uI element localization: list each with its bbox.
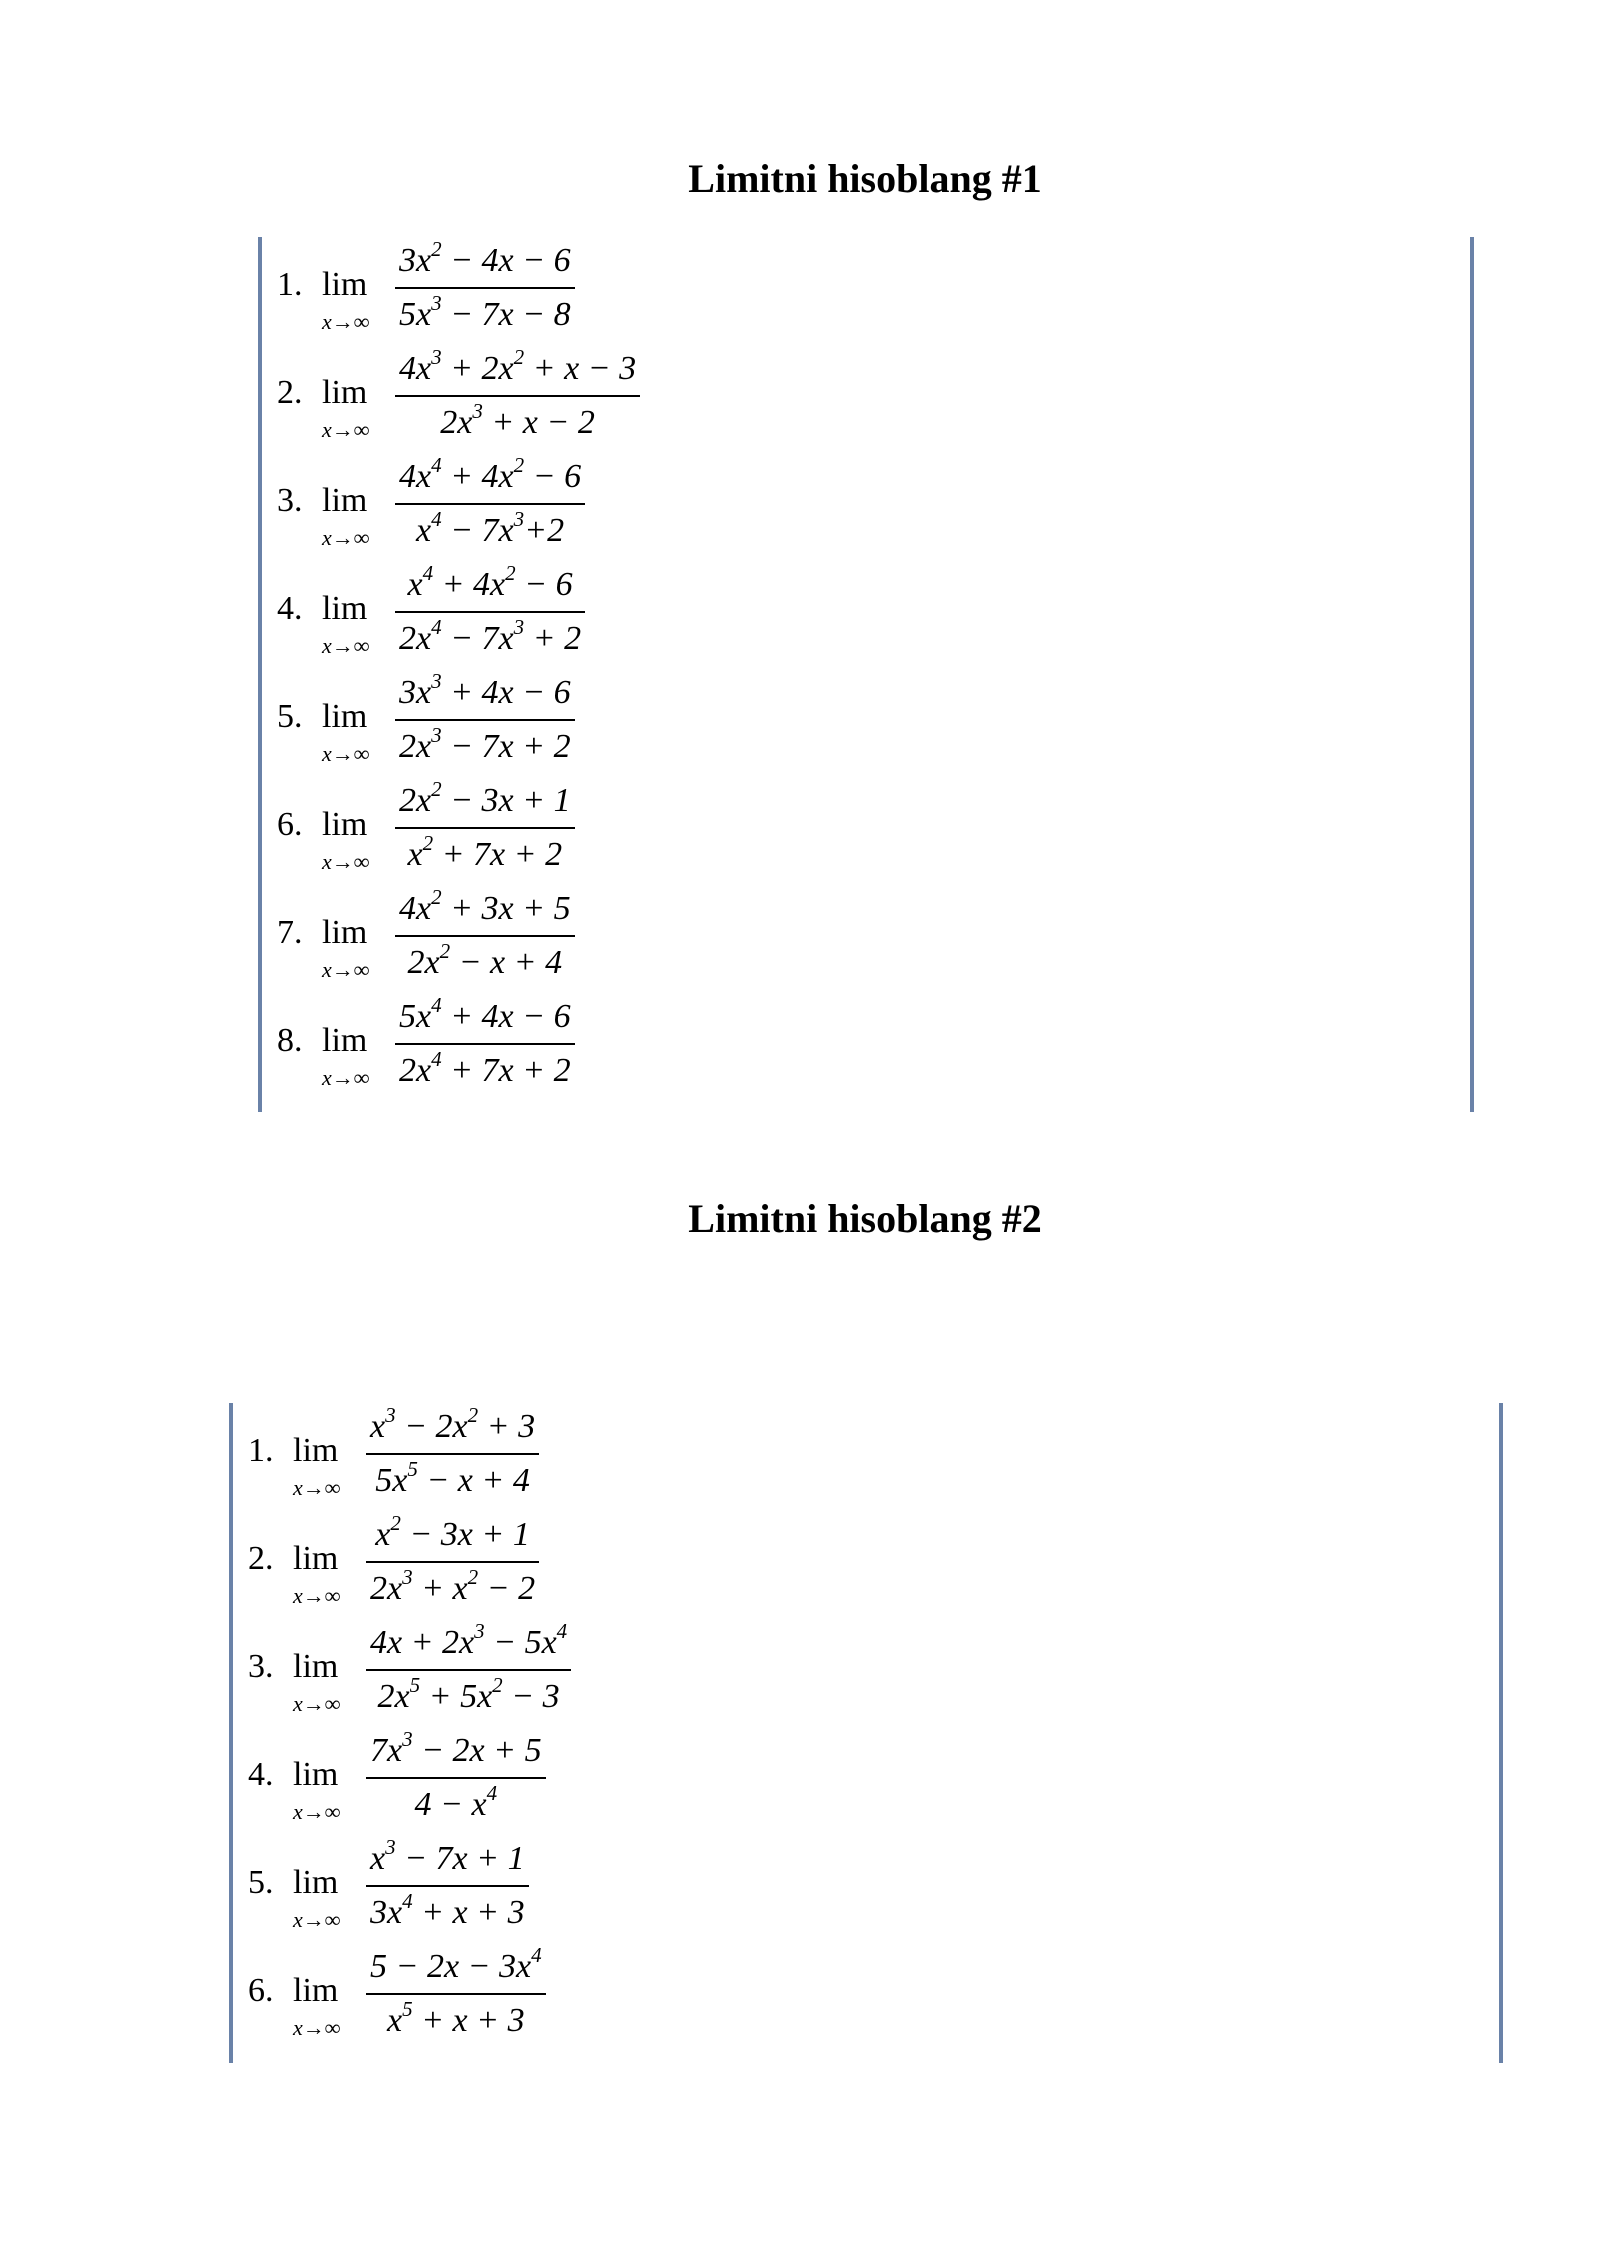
denominator: $5x^3 - 7x - 8$ <box>395 287 575 339</box>
numerator: $x^3 - 7x + 1$ <box>370 1835 525 1877</box>
denominator: $x^5 + x + 3$ <box>366 1993 546 2045</box>
limit-problem <box>248 1727 1048 1827</box>
lim-subscript: x→∞ <box>293 1583 341 1608</box>
limit-problem <box>248 1835 1048 1935</box>
lim-operator: lim <box>322 806 368 843</box>
limit-problem <box>248 1403 1048 1503</box>
lim-subscript: x→∞ <box>322 741 370 766</box>
lim-operator: lim <box>293 1972 339 2009</box>
lim-operator: lim <box>322 374 368 411</box>
denominator: $4 - x^4$ <box>366 1777 546 1829</box>
numerator: $x^4 + 4x^2 - 6$ <box>407 561 573 603</box>
lim-operator: lim <box>293 1648 339 1685</box>
fraction <box>366 1511 539 1613</box>
fraction <box>395 885 575 987</box>
lim-operator: lim <box>322 1022 368 1059</box>
lim-subscript: x→∞ <box>293 1907 341 1932</box>
lim-subscript: x→∞ <box>293 1691 341 1716</box>
section-title: Limitni hisoblang #1 <box>688 156 1042 201</box>
fraction <box>395 453 585 555</box>
limit-problem <box>277 669 1077 769</box>
problem-number: 8. <box>277 1022 303 1059</box>
numerator: $2x^2 - 3x + 1$ <box>399 777 571 819</box>
fraction <box>395 237 575 339</box>
denominator: $x^2 + 7x + 2$ <box>395 827 575 879</box>
numerator: $4x + 2x^3 - 5x^4$ <box>370 1619 568 1661</box>
numerator: $7x^3 - 2x + 5$ <box>370 1727 542 1769</box>
lim-subscript: x→∞ <box>293 2015 341 2040</box>
lim-operator: lim <box>322 914 368 951</box>
problem-number: 5. <box>277 698 303 735</box>
lim-subscript: x→∞ <box>293 1475 341 1500</box>
problem-number: 7. <box>277 914 303 951</box>
problem-number: 5. <box>248 1864 274 1901</box>
problem-box <box>229 1403 1503 2063</box>
lim-operator: lim <box>322 590 368 627</box>
limit-problem <box>248 1511 1048 1611</box>
denominator: $2x^4 + 7x + 2$ <box>395 1043 575 1095</box>
lim-subscript: x→∞ <box>322 309 370 334</box>
fraction <box>366 1403 539 1505</box>
denominator: $3x^4 + x + 3$ <box>366 1885 529 1937</box>
fraction <box>395 345 640 447</box>
lim-operator: lim <box>322 698 368 735</box>
fraction <box>366 1943 546 2045</box>
lim-operator: lim <box>293 1540 339 1577</box>
problem-number: 1. <box>248 1432 274 1469</box>
limit-problem <box>277 885 1077 985</box>
fraction <box>395 561 585 663</box>
denominator: $2x^3 - 7x + 2$ <box>395 719 575 771</box>
limit-problem <box>248 1619 1048 1719</box>
denominator: $2x^3 + x - 2$ <box>395 395 640 447</box>
limit-problem <box>277 777 1077 877</box>
problem-number: 3. <box>248 1648 274 1685</box>
lim-operator: lim <box>293 1432 339 1469</box>
problem-number: 4. <box>248 1756 274 1793</box>
lim-operator: lim <box>293 1756 339 1793</box>
numerator: $3x^3 + 4x - 6$ <box>399 669 571 711</box>
lim-subscript: x→∞ <box>322 525 370 550</box>
fraction <box>395 777 575 879</box>
numerator: $x^3 - 2x^2 + 3$ <box>370 1403 536 1445</box>
fraction <box>366 1835 529 1937</box>
problem-number: 6. <box>248 1972 274 2009</box>
lim-subscript: x→∞ <box>293 1799 341 1824</box>
lim-subscript: x→∞ <box>322 957 370 982</box>
denominator: $2x^2 - x + 4$ <box>395 935 575 987</box>
denominator: $2x^5 + 5x^2 - 3$ <box>366 1669 571 1721</box>
limit-problem <box>277 453 1077 553</box>
fraction <box>395 669 575 771</box>
limit-problem <box>277 561 1077 661</box>
numerator: $4x^3 + 2x^2 + x - 3$ <box>399 345 637 387</box>
lim-subscript: x→∞ <box>322 417 370 442</box>
numerator: $x^2 - 3x + 1$ <box>375 1511 530 1553</box>
problem-number: 3. <box>277 482 303 519</box>
problem-number: 1. <box>277 266 303 303</box>
limit-problem <box>277 345 1077 445</box>
problem-number: 6. <box>277 806 303 843</box>
problem-number: 2. <box>248 1540 274 1577</box>
limit-problem <box>277 993 1077 1093</box>
problem-box <box>258 237 1474 1112</box>
numerator: $3x^2 - 4x - 6$ <box>399 237 571 279</box>
lim-subscript: x→∞ <box>322 633 370 658</box>
lim-operator: lim <box>322 266 368 303</box>
denominator: $2x^3 + x^2 - 2$ <box>366 1561 539 1613</box>
problem-number: 4. <box>277 590 303 627</box>
limit-problem <box>248 1943 1048 2043</box>
limit-problem <box>277 237 1077 337</box>
denominator: $x^4 - 7x^3+2$ <box>395 503 585 555</box>
numerator: $5x^4 + 4x - 6$ <box>399 993 571 1035</box>
fraction <box>366 1727 546 1829</box>
lim-subscript: x→∞ <box>322 849 370 874</box>
numerator: $5 - 2x - 3x^4$ <box>370 1943 542 1985</box>
denominator: $2x^4 - 7x^3 + 2$ <box>395 611 585 663</box>
problem-number: 2. <box>277 374 303 411</box>
fraction <box>395 993 575 1095</box>
numerator: $4x^2 + 3x + 5$ <box>399 885 571 927</box>
denominator: $5x^5 - x + 4$ <box>366 1453 539 1505</box>
lim-operator: lim <box>322 482 368 519</box>
section-title: Limitni hisoblang #2 <box>688 1196 1042 1241</box>
lim-operator: lim <box>293 1864 339 1901</box>
fraction <box>366 1619 571 1721</box>
numerator: $4x^4 + 4x^2 - 6$ <box>399 453 582 495</box>
lim-subscript: x→∞ <box>322 1065 370 1090</box>
